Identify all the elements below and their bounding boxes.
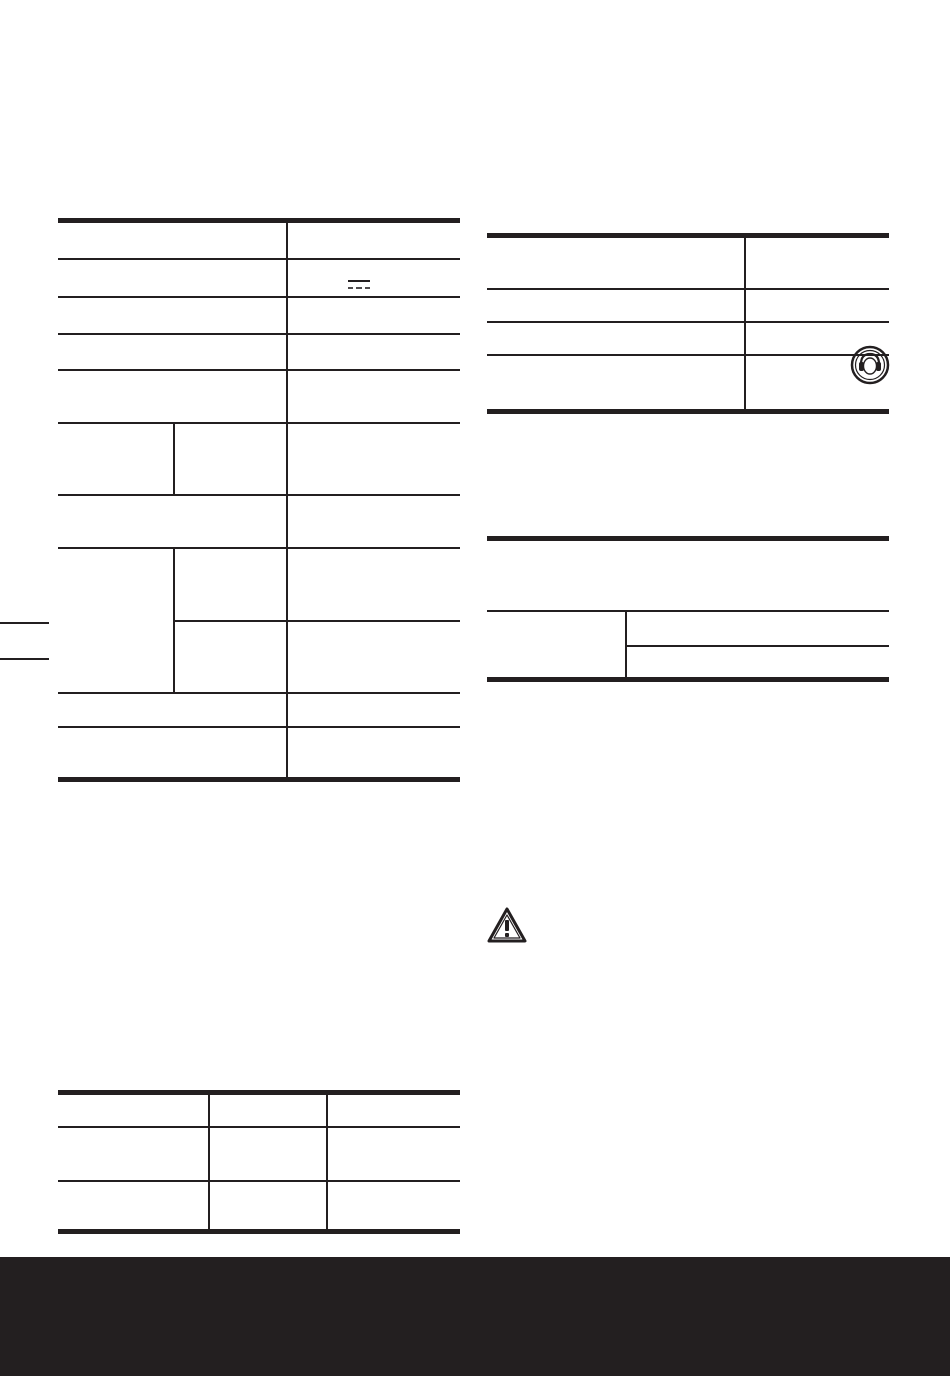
table-row-divider xyxy=(487,321,889,323)
table-top-rule xyxy=(487,536,889,541)
table-row-divider xyxy=(487,354,889,356)
warning-triangle-icon xyxy=(486,906,528,944)
table-bottom-rule xyxy=(487,409,889,414)
table-column-divider xyxy=(173,547,175,692)
table-column-divider xyxy=(286,223,288,777)
table-row-divider xyxy=(487,610,889,612)
table-row-divider xyxy=(58,726,460,728)
table-column-divider xyxy=(326,1095,328,1229)
table-bottom-rule xyxy=(58,777,460,782)
table-top-rule xyxy=(58,1090,460,1095)
table-row-divider xyxy=(58,333,460,335)
table-row-divider xyxy=(626,645,889,647)
page-footer-band xyxy=(0,1257,950,1376)
table-row-divider xyxy=(58,1180,460,1182)
table-row-divider xyxy=(58,369,460,371)
direct-current-icon xyxy=(346,278,372,292)
table-bottom-rule xyxy=(487,677,889,682)
table-bottom-rule xyxy=(58,1229,460,1234)
table-row-divider xyxy=(58,258,460,260)
table-column-divider xyxy=(625,610,627,677)
table-row-divider xyxy=(174,620,460,622)
table-row-divider xyxy=(58,1126,460,1128)
table-row-divider xyxy=(58,494,460,496)
table-column-divider xyxy=(173,422,175,494)
ear-protection-icon xyxy=(850,345,890,385)
table-row-divider xyxy=(487,288,889,290)
table-row-divider xyxy=(58,692,460,694)
margin-tab-mark xyxy=(0,658,49,660)
table-top-rule xyxy=(487,233,889,238)
table-row-divider xyxy=(58,422,460,424)
table-row-divider xyxy=(58,547,460,549)
table-row-divider xyxy=(58,296,460,298)
table-column-divider xyxy=(208,1095,210,1229)
table-column-divider xyxy=(744,238,746,409)
table-top-rule xyxy=(58,218,460,223)
margin-tab-mark xyxy=(0,622,49,624)
